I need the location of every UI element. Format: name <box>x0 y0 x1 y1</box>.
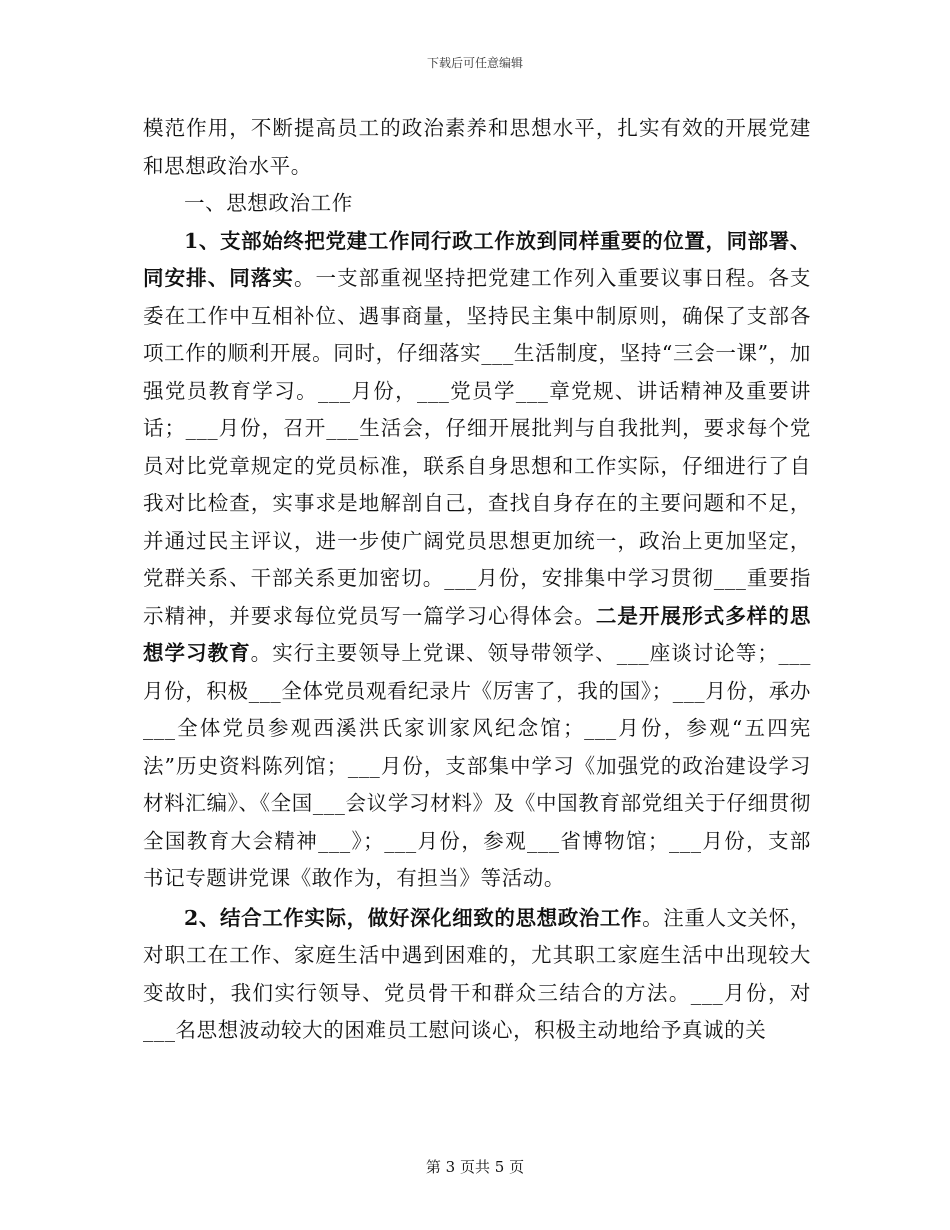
paragraph-intro: 模范作用，不断提高员工的政治素养和思想水平，扎实有效的开展党建和思想政治水平。 <box>143 116 811 178</box>
item-1-heading: 1、支部始终把党建工作同行政工作放到同样重要的位置，同部署、同安排、同落实 <box>143 228 811 290</box>
item-2-heading: 2、结合工作实际，做好深化细致的思想政治工作 <box>184 905 643 930</box>
item-1-subheading: 二是开展形式多样的思想学习教育 <box>143 603 811 665</box>
item-1-text: 。一支部重视坚持把党建工作列入重要议事日程。各支委在工作中互相补位、遇事商量，坚持民主集中制原则，确保了支部各项工作的顺利开展。同时，仔细落实___生活制度，坚持“三会一课”，加强党员教育学习。___月份，___党员学___章党规、讲话精神及重要讲话；___月份，召开___生活会，仔细开展批判与自我批判，要求每个党员对比党章规定的党员标准，联系自身思想和工作实际，仔细进行了自我对比检查，实事求是地解剖自己，查找自身存在的主要问题和不足，并通过民主评议，进一步使广阔党员思想更加统一，政治上更加坚定，党群关系、干部关系更加密切。___月份，安排集中学习贯彻___重要指示精神，并要求每位党员写一篇学习心得体会。 <box>143 266 812 628</box>
document-body <box>143 110 811 1050</box>
page-header: 下载后可任意编辑 <box>426 56 523 70</box>
paragraph-item-2 <box>143 900 811 1050</box>
page-footer: 第 3 页共 5 页 <box>425 1158 525 1176</box>
item-1-text-continued: 。实行主要领导上党课、领导带领学、___座谈讨论等；___月份，积极___全体党员观看纪录片《厉害了，我的国》；___月份，承办___全体党员参观西溪洪氏家训家风纪念馆；___月份，参观“五四宪法”历史资料陈列馆；___月份，支部集中学习《加强党的政治建设学习材料汇编》、《全国___会议学习材料》及《中国教育部党组关于仔细贯彻全国教育大会精神___》；___月份，参观___省博物馆；___月份，支部书记专题讲党课《敢作为，有担当》等活动。 <box>143 641 812 890</box>
item-2-text: 。注重人文关怀，对职工在工作、家庭生活中遇到困难的，尤其职工家庭生活中出现较大变故时，我们实行领导、党员骨干和群众三结合的方法。___月份，对___名思想波动较大的困难员工慰问谈心，积极主动地给予真诚的关 <box>143 905 811 1042</box>
paragraph-item-1 <box>143 223 811 898</box>
section-heading: 一、思想政治工作 <box>184 191 353 215</box>
